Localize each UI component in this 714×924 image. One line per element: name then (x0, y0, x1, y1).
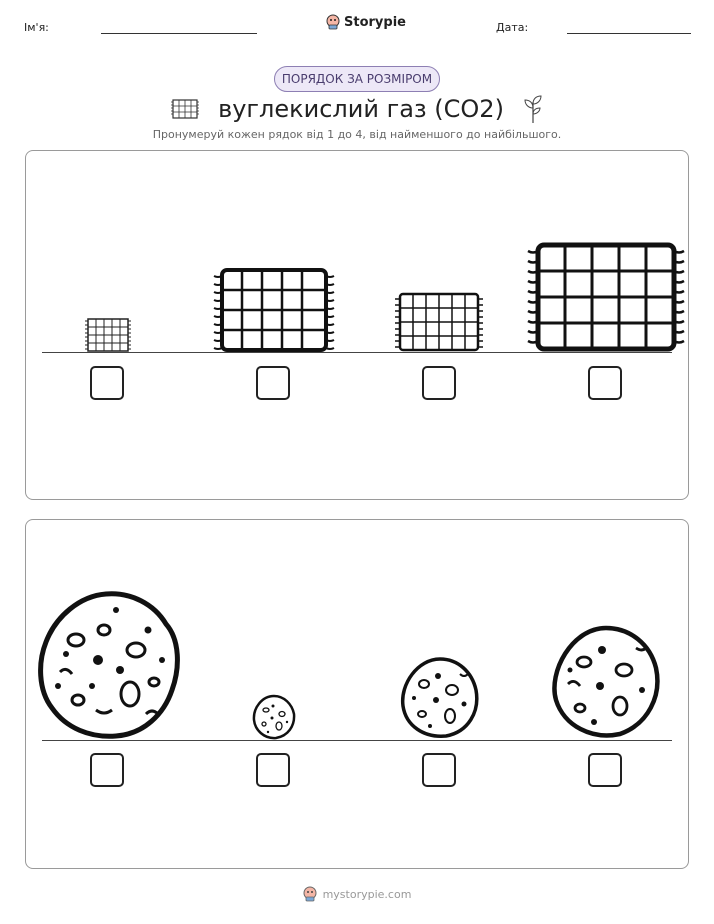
plant-icon (522, 94, 544, 124)
footer (0, 886, 714, 902)
rug-medium-icon (394, 291, 484, 353)
rock-large-icon (36, 590, 182, 740)
rock-small-icon (252, 694, 296, 740)
rug-small-icon (84, 317, 132, 353)
rug-panel (25, 150, 689, 500)
date-line[interactable] (567, 33, 691, 34)
brand-name: Storypie (344, 14, 406, 30)
name-line[interactable] (101, 33, 257, 34)
page-title: вуглекислий газ (CO2) (218, 95, 504, 123)
answer-box[interactable] (422, 753, 456, 787)
answer-box[interactable] (90, 753, 124, 787)
answer-box[interactable] (588, 753, 622, 787)
mascot-icon (303, 886, 317, 902)
answer-box[interactable] (90, 366, 124, 400)
rug-large-icon (526, 241, 686, 353)
rug-icon (170, 99, 200, 119)
ground-line (42, 740, 672, 741)
order-by-size-badge: ПОРЯДОК ЗА РОЗМІРОМ (274, 66, 440, 92)
title-row (0, 92, 714, 126)
instructions: Пронумеруй кожен рядок від 1 до 4, від найменшого до найбільшого. (152, 128, 562, 141)
date-label: Дата: (496, 21, 529, 34)
answer-box[interactable] (422, 366, 456, 400)
rug-medium-large-icon (212, 266, 336, 354)
rock-panel (25, 519, 689, 869)
answer-box[interactable] (588, 366, 622, 400)
rock-medium-icon (400, 656, 480, 740)
mascot-icon (326, 14, 340, 30)
footer-url[interactable]: mystorypie.com (322, 887, 412, 901)
storypie-logo (326, 14, 406, 30)
rock-medium-large-icon (550, 624, 662, 740)
answer-box[interactable] (256, 753, 290, 787)
answer-box[interactable] (256, 366, 290, 400)
name-label: Ім'я: (24, 21, 49, 34)
